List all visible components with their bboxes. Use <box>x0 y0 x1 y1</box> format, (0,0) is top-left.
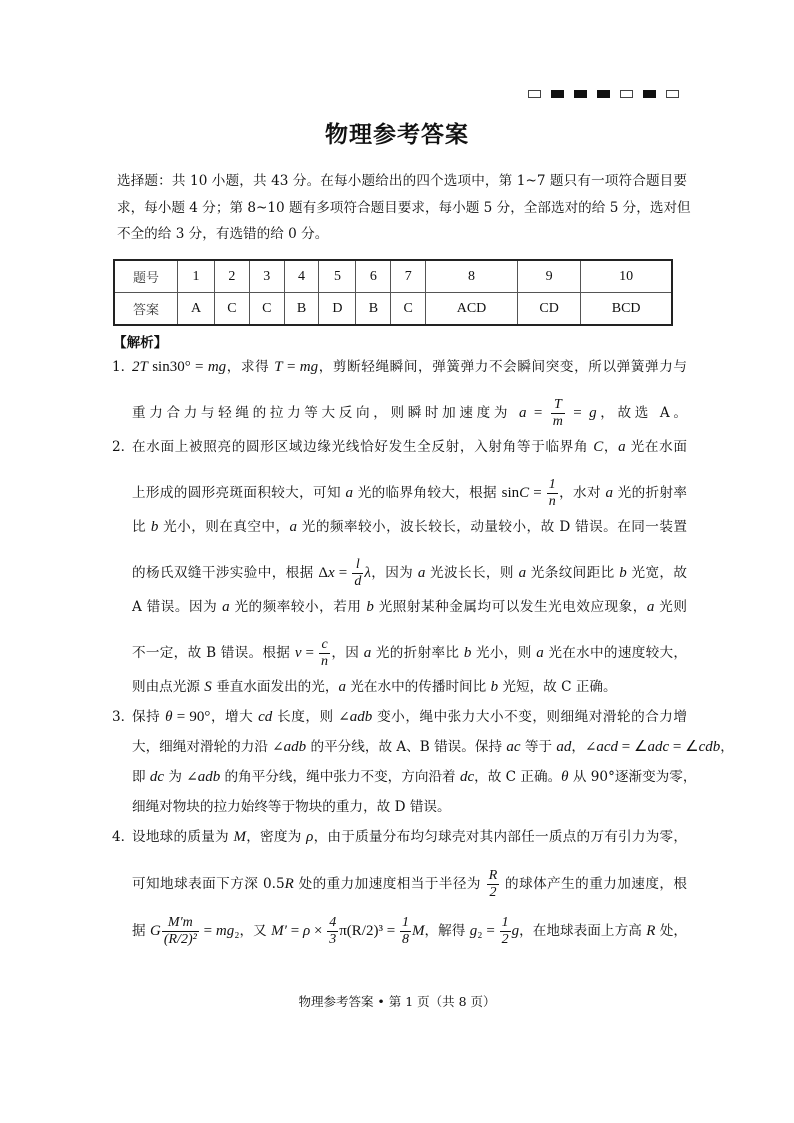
math-variable: b <box>619 565 627 581</box>
math-symbol: = 90° <box>172 709 211 725</box>
math-symbol: = ∠ <box>669 739 699 755</box>
text-segment: 保持 <box>132 709 166 725</box>
math-variable: a <box>519 405 527 421</box>
text-segment: 即 <box>132 769 150 785</box>
text-segment: 则由点光源 <box>132 679 205 695</box>
header-mark <box>643 90 656 98</box>
text-segment: 光在水面 <box>625 439 687 455</box>
text-segment: 细绳对物块的拉力始终等于物块的重力，故 D 错误。 <box>132 799 451 815</box>
math-variable: M′ <box>271 923 287 939</box>
question-number: 7 <box>391 260 426 293</box>
analysis-heading: 【解析】 <box>113 335 168 351</box>
math-variable: R <box>284 876 294 892</box>
text-segment: 处， <box>655 923 687 939</box>
text-segment: 光短，故 C 正确。 <box>498 679 617 695</box>
text-segment: 光条纹间距比 <box>526 565 620 581</box>
text-segment: ，剪断轻绳瞬间，弹簧弹力不会瞬间突变，所以弹簧弹力与 <box>318 359 687 375</box>
math-variable: dc <box>149 769 165 785</box>
fraction <box>547 477 558 510</box>
math-variable: mg <box>215 923 235 939</box>
analysis-line <box>132 797 687 817</box>
item-number: 1． <box>112 359 135 375</box>
answer-cell: BCD <box>581 293 672 326</box>
fraction-denominator: 2 <box>489 885 497 900</box>
fraction-denominator: (R/2)² <box>163 932 197 947</box>
analysis-line <box>132 915 687 948</box>
fraction <box>551 397 565 430</box>
math-symbol: = <box>199 923 216 939</box>
math-symbol: sin30° = <box>147 359 208 375</box>
math-symbol: × <box>310 923 327 939</box>
text-segment: ， <box>603 439 619 455</box>
math-variable: ac <box>506 739 521 755</box>
row-label: 题号 <box>114 260 178 293</box>
analysis-line <box>132 557 687 590</box>
math-symbol: sin <box>501 485 520 501</box>
text-segment: 的球体产生的重力加速度，根 <box>500 876 687 892</box>
math-variable: C <box>593 439 604 455</box>
item-number: 3． <box>112 709 135 725</box>
table-row-answers <box>114 293 672 326</box>
answer-table <box>113 259 673 326</box>
analysis-line <box>132 517 687 537</box>
math-variable: b <box>150 519 159 535</box>
question-number: 6 <box>356 260 391 293</box>
fraction-denominator: m <box>552 414 563 429</box>
math-symbol: Δ <box>318 565 328 581</box>
text-segment: ，解得 <box>424 923 470 939</box>
text-segment: 光波长长，则 <box>425 565 519 581</box>
fraction <box>500 915 511 948</box>
answer-cell: C <box>391 293 426 326</box>
fraction-numerator: 1 <box>401 915 409 930</box>
fraction-denominator: 2 <box>501 932 509 947</box>
math-variable: x <box>327 565 335 581</box>
text-segment: 据 <box>132 923 150 939</box>
math-variable: M <box>233 829 246 845</box>
text-segment: 不一定，故 B 错误。根据 <box>132 645 295 661</box>
question-number: 5 <box>319 260 356 293</box>
answer-cell: B <box>284 293 319 326</box>
text-segment: 垂直水面发出的光， <box>211 679 339 695</box>
math-variable: b <box>490 679 499 695</box>
math-symbol: ₂ = <box>477 923 499 939</box>
answer-cell: A <box>178 293 215 326</box>
math-symbol: ₂ <box>234 923 240 939</box>
text-segment: 长度，则 ∠ <box>272 709 350 725</box>
math-variable: M <box>411 923 425 939</box>
fraction-denominator: 8 <box>401 932 409 947</box>
header-mark <box>551 90 564 98</box>
math-variable: a <box>536 645 544 661</box>
text-segment: ，故 C 正确。 <box>474 769 562 785</box>
text-segment: 处的重力加速度相当于半径为 <box>293 876 486 892</box>
header-mark <box>574 90 587 98</box>
text-segment: ，因 <box>331 645 364 661</box>
header-mark <box>620 90 633 98</box>
math-variable: a <box>646 599 655 615</box>
math-variable: dc <box>459 769 475 785</box>
math-symbol: π(R/2)³ = <box>339 923 399 939</box>
math-variable: mg <box>299 359 319 375</box>
fraction-numerator: 1 <box>501 915 509 930</box>
math-variable: adb <box>283 739 307 755</box>
question-number: 1 <box>178 260 215 293</box>
text-segment: 比 <box>132 519 151 535</box>
answer-cell: B <box>356 293 391 326</box>
answer-cell: C <box>215 293 250 326</box>
text-segment: A 错误。因为 <box>132 599 223 615</box>
text-segment: 光的频率较小，若用 <box>229 599 367 615</box>
math-variable: ρ <box>306 829 314 845</box>
analysis-line <box>132 677 687 697</box>
answer-cell: ACD <box>426 293 518 326</box>
analysis-line <box>132 597 687 617</box>
analysis-line <box>132 477 687 510</box>
fraction-numerator: T <box>551 397 565 414</box>
math-variable: a <box>518 565 527 581</box>
fraction-denominator: n <box>548 494 556 509</box>
text-segment: 大，细绳对滑轮的力沿 ∠ <box>132 739 284 755</box>
analysis-line <box>112 707 687 727</box>
question-number: 10 <box>581 260 672 293</box>
fraction-denominator: 3 <box>329 932 337 947</box>
math-variable: g <box>511 923 520 939</box>
analysis-line <box>132 767 697 787</box>
math-variable: adb <box>349 709 373 725</box>
math-variable: 2T <box>132 359 148 375</box>
text-segment: 从 90°逐渐变为零， <box>568 769 697 785</box>
fraction-numerator: M′m <box>162 915 199 932</box>
analysis-line <box>132 397 687 430</box>
text-segment: ，密度为 <box>245 829 307 845</box>
text-segment: 可知地球表面下方深 0.5 <box>132 876 285 892</box>
text-segment: ，故选 A。 <box>596 405 687 421</box>
text-segment: 等于 <box>520 739 557 755</box>
math-variable: C <box>519 485 530 501</box>
text-segment: 的角平分线，绳中张力不变，方向沿着 <box>220 769 460 785</box>
math-variable: g <box>589 405 597 421</box>
text-segment: 光在水中的传播时间比 <box>345 679 491 695</box>
text-segment: 光的频率较小，波长较长，动量较小，故 D 错误。在同一装置 <box>297 519 687 535</box>
text-segment: ，求得 <box>226 359 275 375</box>
intro-line: 求，每小题 4 分；第 8~10 题有多项符合题目要求，每小题 5 分，全部选对的给 5 分，选对但 <box>117 200 691 216</box>
text-segment: ， <box>720 739 734 755</box>
question-number: 2 <box>215 260 250 293</box>
math-variable: mg <box>207 359 227 375</box>
text-segment: 光的折射率 <box>613 485 687 501</box>
answer-cell: CD <box>517 293 580 326</box>
question-number: 8 <box>426 260 518 293</box>
analysis-line <box>132 737 734 757</box>
fraction-numerator: R <box>488 868 498 883</box>
text-segment: ，又 <box>239 923 272 939</box>
math-symbol: = <box>565 405 590 421</box>
math-variable: a <box>605 485 614 501</box>
math-variable: ad <box>556 739 572 755</box>
text-segment: 光宽，故 <box>626 565 687 581</box>
text-segment: 光在水中的速度较大， <box>543 645 687 661</box>
item-number: 2． <box>112 439 135 455</box>
math-variable: adc <box>647 739 670 755</box>
math-symbol: = <box>529 485 546 501</box>
text-segment: 光则 <box>654 599 687 615</box>
text-segment: ，因为 <box>370 565 418 581</box>
math-variable: a <box>289 519 298 535</box>
header-mark <box>666 90 679 98</box>
text-segment: ，水对 <box>558 485 606 501</box>
math-variable: g <box>469 923 478 939</box>
question-number: 9 <box>517 260 580 293</box>
fraction <box>319 637 330 670</box>
analysis-line <box>132 868 687 901</box>
math-variable: adb <box>197 769 221 785</box>
math-variable: λ <box>364 565 371 581</box>
analysis-line <box>112 437 687 457</box>
math-variable: a <box>363 645 372 661</box>
math-variable: a <box>618 439 626 455</box>
fraction <box>327 915 338 948</box>
question-number: 4 <box>284 260 319 293</box>
fraction-denominator: n <box>321 654 329 669</box>
math-variable: T <box>274 359 283 375</box>
intro-line: 不全的给 3 分，有选错的给 0 分。 <box>117 226 329 242</box>
math-variable: ρ <box>302 923 311 939</box>
intro-line: 选择题：共 10 小题，共 43 分。在每小题给出的四个选项中，第 1~7 题只有一项符合题目要 <box>117 173 687 189</box>
analysis-line <box>132 637 687 670</box>
text-segment: 重力合力与轻绳的拉力等大反向，则瞬时加速度为 <box>132 405 520 421</box>
text-segment: ，在地球表面上方高 <box>519 923 647 939</box>
fraction-denominator: d <box>354 574 362 589</box>
text-segment: 光照射某种金属均可以发生光电效应现象， <box>373 599 647 615</box>
analysis-line <box>112 827 687 847</box>
math-variable: θ <box>561 769 569 785</box>
fraction <box>487 868 500 901</box>
math-variable: b <box>366 599 374 615</box>
math-variable: S <box>204 679 212 695</box>
text-segment: 变小，绳中张力大小不变，则细绳对滑轮的合力增 <box>372 709 687 725</box>
math-variable: a <box>417 565 426 581</box>
page-footer: 物理参考答案 • 第 1 页（共 8 页） <box>298 994 496 1009</box>
math-variable: cd <box>258 709 273 725</box>
text-segment: 在水面上被照亮的圆形区域边缘光线恰好发生全反射，入射角等于临界角 <box>132 439 594 455</box>
text-segment: ，∠ <box>571 739 597 755</box>
row-label: 答案 <box>114 293 178 326</box>
question-number: 3 <box>249 260 284 293</box>
answer-cell: D <box>319 293 356 326</box>
header-mark <box>597 90 610 98</box>
math-variable: cdb <box>698 739 721 755</box>
math-variable: G <box>150 923 161 939</box>
text-segment: 光小，则 <box>471 645 537 661</box>
fraction <box>352 557 363 590</box>
fraction-numerator: 4 <box>329 915 337 930</box>
math-variable: a <box>345 485 354 501</box>
header-mark <box>528 90 541 98</box>
text-segment: 为 ∠ <box>164 769 198 785</box>
answer-cell: C <box>249 293 284 326</box>
text-segment: 的平分线，故 A、B 错误。保持 <box>306 739 507 755</box>
math-symbol: = <box>286 923 303 939</box>
math-variable: acd <box>596 739 619 755</box>
item-number: 4． <box>112 829 135 845</box>
analysis-line <box>112 357 687 377</box>
math-variable: v <box>294 645 302 661</box>
math-variable: a <box>222 599 230 615</box>
text-segment: 的杨氏双缝干涉实验中，根据 <box>132 565 319 581</box>
math-symbol: = <box>301 645 319 661</box>
math-symbol: = <box>334 565 352 581</box>
fraction <box>162 915 199 948</box>
math-variable: R <box>646 923 656 939</box>
text-segment: 光的临界角较大，根据 <box>353 485 502 501</box>
math-symbol: = ∠ <box>618 739 648 755</box>
fraction-numerator: 1 <box>548 477 556 492</box>
fraction-numerator: c <box>319 637 330 654</box>
table-row-numbers <box>114 260 672 293</box>
text-segment: 光小，则在真空中， <box>158 519 290 535</box>
math-symbol: = <box>282 359 300 375</box>
page-title: 物理参考答案 <box>325 121 469 148</box>
fraction-numerator: l <box>352 557 363 574</box>
text-segment: 光的折射率比 <box>371 645 464 661</box>
text-segment: 上形成的圆形亮斑面积较大，可知 <box>132 485 346 501</box>
text-segment: ，增大 <box>210 709 259 725</box>
math-symbol: = <box>526 405 550 421</box>
math-variable: a <box>338 679 346 695</box>
math-variable: θ <box>165 709 173 725</box>
fraction <box>400 915 411 948</box>
text-segment: 设地球的质量为 <box>132 829 234 845</box>
text-segment: ，由于质量分布均匀球壳对其内部任一质点的万有引力为零， <box>313 829 687 845</box>
math-variable: b <box>463 645 472 661</box>
